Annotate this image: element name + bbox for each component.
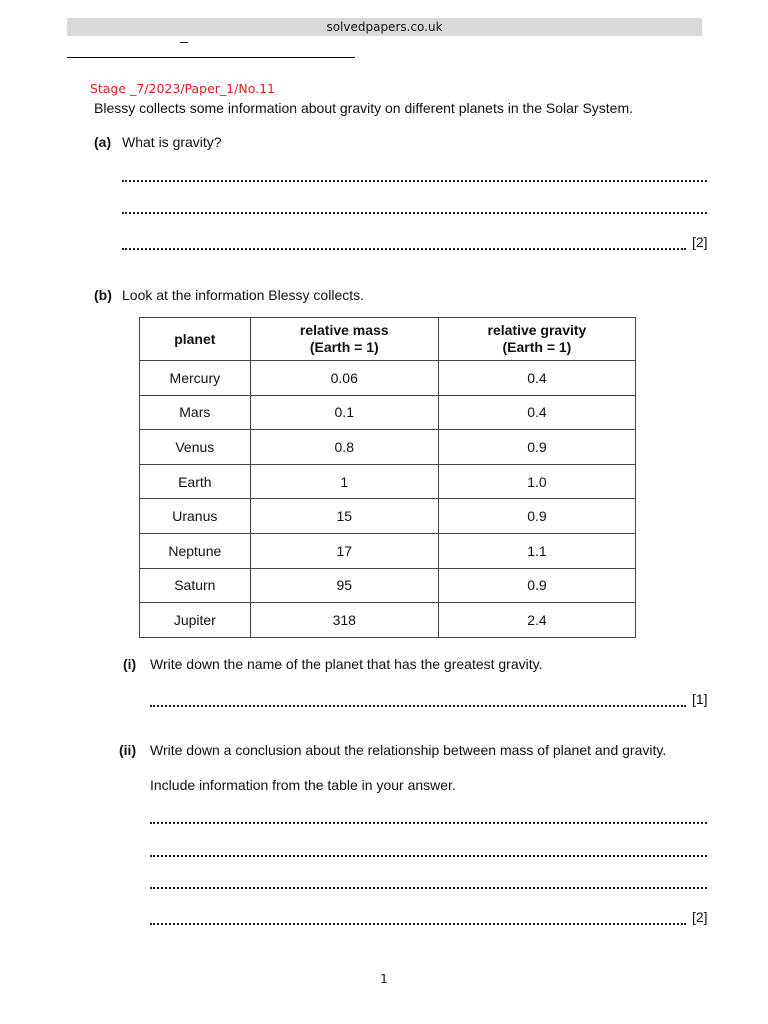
header-gravity-line-1: relative gravity — [487, 322, 587, 338]
part-a-label: (a) — [94, 134, 112, 150]
table-row — [140, 499, 636, 534]
table-header-row — [140, 318, 636, 361]
part-b-ii-answer-line-1[interactable] — [150, 822, 707, 824]
part-b-i-answer-line[interactable] — [150, 705, 686, 707]
cell-gravity: 0.4 — [438, 361, 635, 396]
table-row — [140, 395, 636, 430]
cell-gravity: 0.9 — [438, 568, 635, 603]
question-reference: Stage _7/2023/Paper_1/No.11 — [90, 81, 276, 96]
cell-gravity: 1.0 — [438, 464, 635, 499]
part-a-question: What is gravity? — [122, 134, 222, 150]
part-b-question: Look at the information Blessy collects. — [122, 287, 365, 303]
cell-planet: Venus — [140, 430, 251, 465]
cell-mass: 0.1 — [250, 395, 438, 430]
part-b-i-label: (i) — [123, 656, 137, 672]
part-b-ii-mark: [2] — [692, 909, 708, 925]
cell-planet: Mercury — [140, 361, 251, 396]
table-row — [140, 464, 636, 499]
cell-planet: Earth — [140, 464, 251, 499]
part-a-answer-line-3[interactable] — [122, 248, 686, 250]
part-b-i-question: Write down the name of the planet that has the greatest gravity. — [150, 656, 543, 672]
part-a-mark: [2] — [692, 234, 708, 250]
header-rule — [67, 57, 355, 58]
table-row — [140, 533, 636, 568]
table-row — [140, 430, 636, 465]
cell-planet: Saturn — [140, 568, 251, 603]
cell-planet: Uranus — [140, 499, 251, 534]
part-a-answer-line-2[interactable] — [122, 212, 707, 214]
part-b-ii-instruction: Include information from the table in your answer. — [150, 777, 456, 793]
cell-mass: 0.06 — [250, 361, 438, 396]
cell-planet: Mars — [140, 395, 251, 430]
part-b-ii-label: (ii) — [119, 742, 137, 758]
header-mass-line-2: (Earth = 1) — [309, 339, 379, 355]
part-b-ii-answer-line-4[interactable] — [150, 923, 686, 925]
intro-text: Blessy collects some information about gravity on different planets in the Solar System. — [94, 100, 634, 116]
header-gravity-line-2: (Earth = 1) — [502, 339, 572, 355]
cell-planet: Jupiter — [140, 603, 251, 638]
header-dash — [180, 42, 188, 43]
page-number: 1 — [380, 972, 388, 986]
part-a-answer-line-1[interactable] — [122, 180, 707, 182]
part-b-ii-answer-line-2[interactable] — [150, 855, 707, 857]
part-b-ii-question: Write down a conclusion about the relationship between mass of planet and gravity. — [150, 742, 667, 758]
table-row — [140, 361, 636, 396]
cell-mass: 15 — [250, 499, 438, 534]
header-mass-line-1: relative mass — [299, 322, 389, 338]
cell-mass: 1 — [250, 464, 438, 499]
header-planet: planet — [140, 318, 251, 361]
cell-gravity: 2.4 — [438, 603, 635, 638]
site-header-bar: solvedpapers.co.uk — [67, 18, 702, 36]
cell-gravity: 0.9 — [438, 499, 635, 534]
cell-mass: 95 — [250, 568, 438, 603]
header-relative-gravity — [438, 318, 635, 361]
planet-gravity-table — [139, 317, 636, 638]
table-row — [140, 568, 636, 603]
cell-gravity: 0.9 — [438, 430, 635, 465]
part-b-label: (b) — [94, 287, 112, 303]
cell-gravity: 0.4 — [438, 395, 635, 430]
cell-gravity: 1.1 — [438, 533, 635, 568]
cell-mass: 318 — [250, 603, 438, 638]
cell-planet: Neptune — [140, 533, 251, 568]
table-row — [140, 603, 636, 638]
cell-mass: 0.8 — [250, 430, 438, 465]
cell-mass: 17 — [250, 533, 438, 568]
part-b-i-mark: [1] — [692, 691, 708, 707]
header-relative-mass — [250, 318, 438, 361]
part-b-ii-answer-line-3[interactable] — [150, 887, 707, 889]
